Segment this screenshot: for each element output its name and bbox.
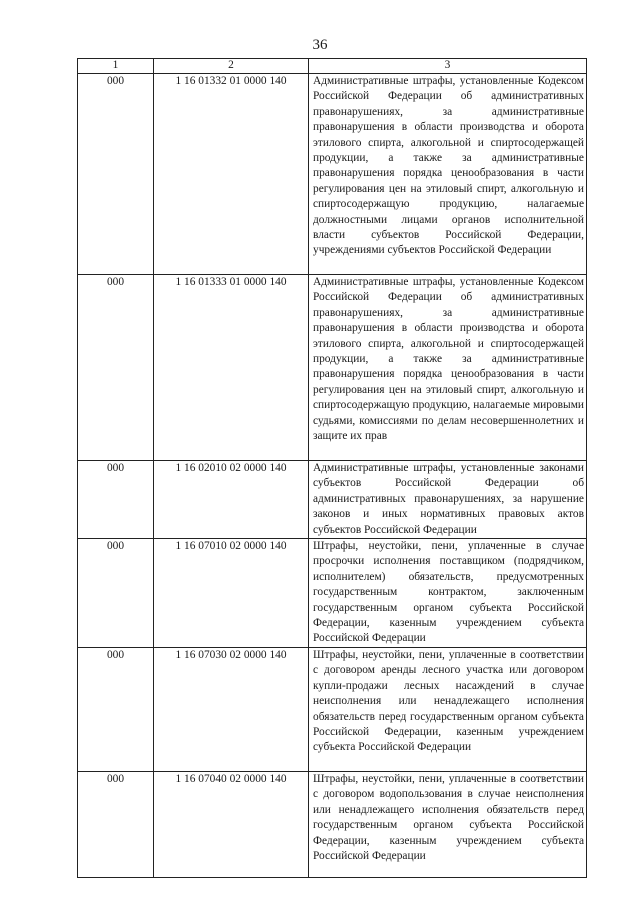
kbk-code-cell: 1 16 02010 02 0000 140: [154, 461, 309, 539]
admin-code-cell: 000: [78, 275, 154, 461]
kbk-code-cell: 1 16 07030 02 0000 140: [154, 648, 309, 772]
column-header-3: 3: [309, 59, 587, 74]
kbk-code-cell: 1 16 01333 01 0000 140: [154, 275, 309, 461]
description-cell: Штрафы, неустойки, пени, уплаченные в соответствии с договором аренды лесного участка или договором купли-продажи лесных насаждений в случае неисполнения или ненадлежащего исполнения обязательств перед государственным органом субъекта Российской Федерации, казенным учреждением субъекта Российской Федерации: [309, 648, 587, 772]
description-cell: Штрафы, неустойки, пени, уплаченные в случае просрочки исполнения поставщиком (подрядчиком, исполнителем) обязательств, предусмотренных государственным контрактом, заключенным государственным органом субъекта Российской Федерации, казенным учреждением субъекта Российской Федерации: [309, 539, 587, 648]
table-header-row: [78, 59, 587, 74]
description-cell: Административные штрафы, установленные Кодексом Российской Федерации об административных правонарушениях, за административные правонарушения в области производства и оборота этилового спирта, алкогольной и спиртосодержащей продукции, а также за административные правонарушения порядка ценообразования в части регулирования цен на этиловый спирт, алкогольную и спиртосодержащую продукцию, налагаемые должностными лицами органов исполнительной власти субъектов Российской Федерации, учреждениями субъектов Российской Федерации: [309, 74, 587, 275]
budget-classification-table: [77, 58, 587, 878]
kbk-code-cell: 1 16 07010 02 0000 140: [154, 539, 309, 648]
kbk-code-cell: 1 16 01332 01 0000 140: [154, 74, 309, 275]
page-number: 36: [312, 37, 328, 53]
column-header-1: 1: [78, 59, 154, 74]
admin-code-cell: 000: [78, 74, 154, 275]
table-row: [78, 539, 587, 648]
table-row: [78, 74, 587, 275]
kbk-code-cell: 1 16 07040 02 0000 140: [154, 772, 309, 878]
description-cell: Административные штрафы, установленные Кодексом Российской Федерации об административных правонарушениях, за административные правонарушения в области производства и оборота этилового спирта, алкогольной и спиртосодержащей продукции, а также за административные правонарушения порядка ценообразования в части регулирования цен на этиловый спирт, алкогольную и спиртосодержащую продукцию, налагаемые мировыми судьями, комиссиями по делам несовершеннолетних и защите их прав: [309, 275, 587, 461]
column-header-2: 2: [154, 59, 309, 74]
admin-code-cell: 000: [78, 772, 154, 878]
admin-code-cell: 000: [78, 539, 154, 648]
admin-code-cell: 000: [78, 461, 154, 539]
table-row: [78, 648, 587, 772]
table-row: [78, 461, 587, 539]
admin-code-cell: 000: [78, 648, 154, 772]
table-row: [78, 772, 587, 878]
description-cell: Административные штрафы, установленные законами субъектов Российской Федерации об административных правонарушениях, за нарушение законов и иных нормативных правовых актов субъектов Российской Федерации: [309, 461, 587, 539]
description-cell: Штрафы, неустойки, пени, уплаченные в соответствии с договором водопользования в случае неисполнения или ненадлежащего исполнения обязательств перед государственным органом субъекта Российской Федерации, казенным учреждением субъекта Российской Федерации: [309, 772, 587, 878]
table-row: [78, 275, 587, 461]
